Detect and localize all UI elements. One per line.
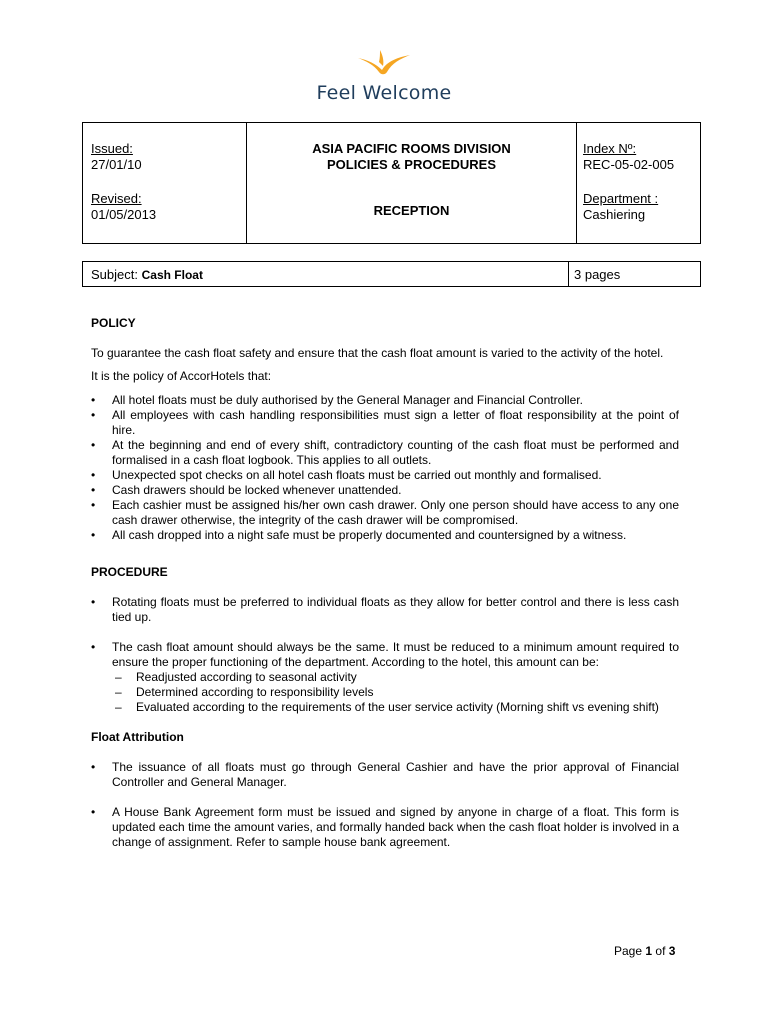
float-attribution-heading: Float Attribution xyxy=(91,730,184,744)
index-label: Index Nº: xyxy=(583,141,637,156)
list-item: • All hotel floats must be duly authorised by the General Manager and Financial Controller. xyxy=(91,393,583,407)
procedure-heading: PROCEDURE xyxy=(91,565,168,579)
revised-value: 01/05/2013 xyxy=(91,207,157,222)
logo-text: Feel Welcome xyxy=(316,82,452,104)
float-attribution-list-2 xyxy=(91,805,679,850)
list-item: • The cash float amount should always be the same. It must be reduced to a minimum amount required to ensure the proper functioning of the department. According to the hotel, this amount can be: – Readjusted according to seasonal activity – Determined according to responsibility levels – Evaluated according to the requirements of the user service activity (Morning shift vs evening shift) xyxy=(91,640,679,714)
list-item: • Rotating floats must be preferred to individual floats as they allow for better control and there is less cash tied up. xyxy=(91,595,679,624)
department-label: Department : xyxy=(583,191,659,206)
policy-intro: To guarantee the cash float safety and ensure that the cash float amount is varied to the activity of the hotel. xyxy=(91,346,664,360)
subject-table xyxy=(82,261,701,287)
issue-info-cell xyxy=(83,123,247,244)
index-info-cell xyxy=(577,123,701,244)
policy-lead: It is the policy of AccorHotels that: xyxy=(91,369,272,383)
subject-label: Subject: xyxy=(91,266,138,282)
document-header-table xyxy=(82,122,701,244)
document-body xyxy=(91,316,679,850)
department-value: Cashiering xyxy=(583,207,646,222)
division-title: ASIA PACIFIC ROOMS DIVISION xyxy=(312,141,511,156)
section-title: RECEPTION xyxy=(373,203,450,218)
revised-label: Revised: xyxy=(91,191,142,206)
procedure-list xyxy=(91,595,679,625)
list-item: • Cash drawers should be locked whenever unattended. xyxy=(91,483,402,497)
float-attribution-list xyxy=(91,760,679,790)
dash-item: – Readjusted according to seasonal activity xyxy=(115,670,357,684)
dash-item: – Evaluated according to the requirements of the user service activity (Morning shift vs evening shift) xyxy=(115,700,659,714)
list-item: • Each cashier must be assigned his/her own cash drawer. Only one person should have access to any one cash drawer otherwise, the integrity of the cash drawer will be compromised. xyxy=(91,498,679,527)
subject-value: Cash Float xyxy=(141,267,203,282)
procedure-list-2 xyxy=(91,640,679,715)
policies-title: POLICIES & PROCEDURES xyxy=(326,157,497,172)
list-item: • A House Bank Agreement form must be issued and signed by anyone in charge of a float. This form is updated each time the amount varies, and formally handed back when the cash float holder is involved in a change of assignment. Refer to sample house bank agreement. xyxy=(91,805,680,849)
amount-options-list xyxy=(112,670,679,715)
policy-heading: POLICY xyxy=(91,316,136,330)
page-count: 3 pages xyxy=(569,262,701,287)
policy-list xyxy=(91,393,679,543)
page-number: Page 1 of 3 xyxy=(614,944,676,958)
list-item: • Unexpected spot checks on all hotel cash floats must be carried out monthly and formalised. xyxy=(91,468,602,482)
dash-item: – Determined according to responsibility levels xyxy=(115,685,374,699)
issued-label: Issued: xyxy=(91,141,133,156)
list-item: • At the beginning and end of every shift, contradictory counting of the cash float must be performed and formalised in a cash float logbook. This applies to all outlets. xyxy=(91,438,679,467)
list-item: • All cash dropped into a night safe must be properly documented and countersigned by a witness. xyxy=(91,528,627,542)
issued-value: 27/01/10 xyxy=(91,157,142,172)
subject-cell xyxy=(83,262,569,287)
list-item: • The issuance of all floats must go through General Cashier and have the prior approval of Financial Controller and General Manager. xyxy=(91,760,679,789)
title-cell xyxy=(247,123,577,244)
bird-icon xyxy=(356,48,412,76)
brand-logo xyxy=(0,48,768,104)
list-item: • All employees with cash handling responsibilities must sign a letter of float responsibility at the point of hire. xyxy=(91,408,679,437)
index-value: REC-05-02-005 xyxy=(583,157,675,172)
